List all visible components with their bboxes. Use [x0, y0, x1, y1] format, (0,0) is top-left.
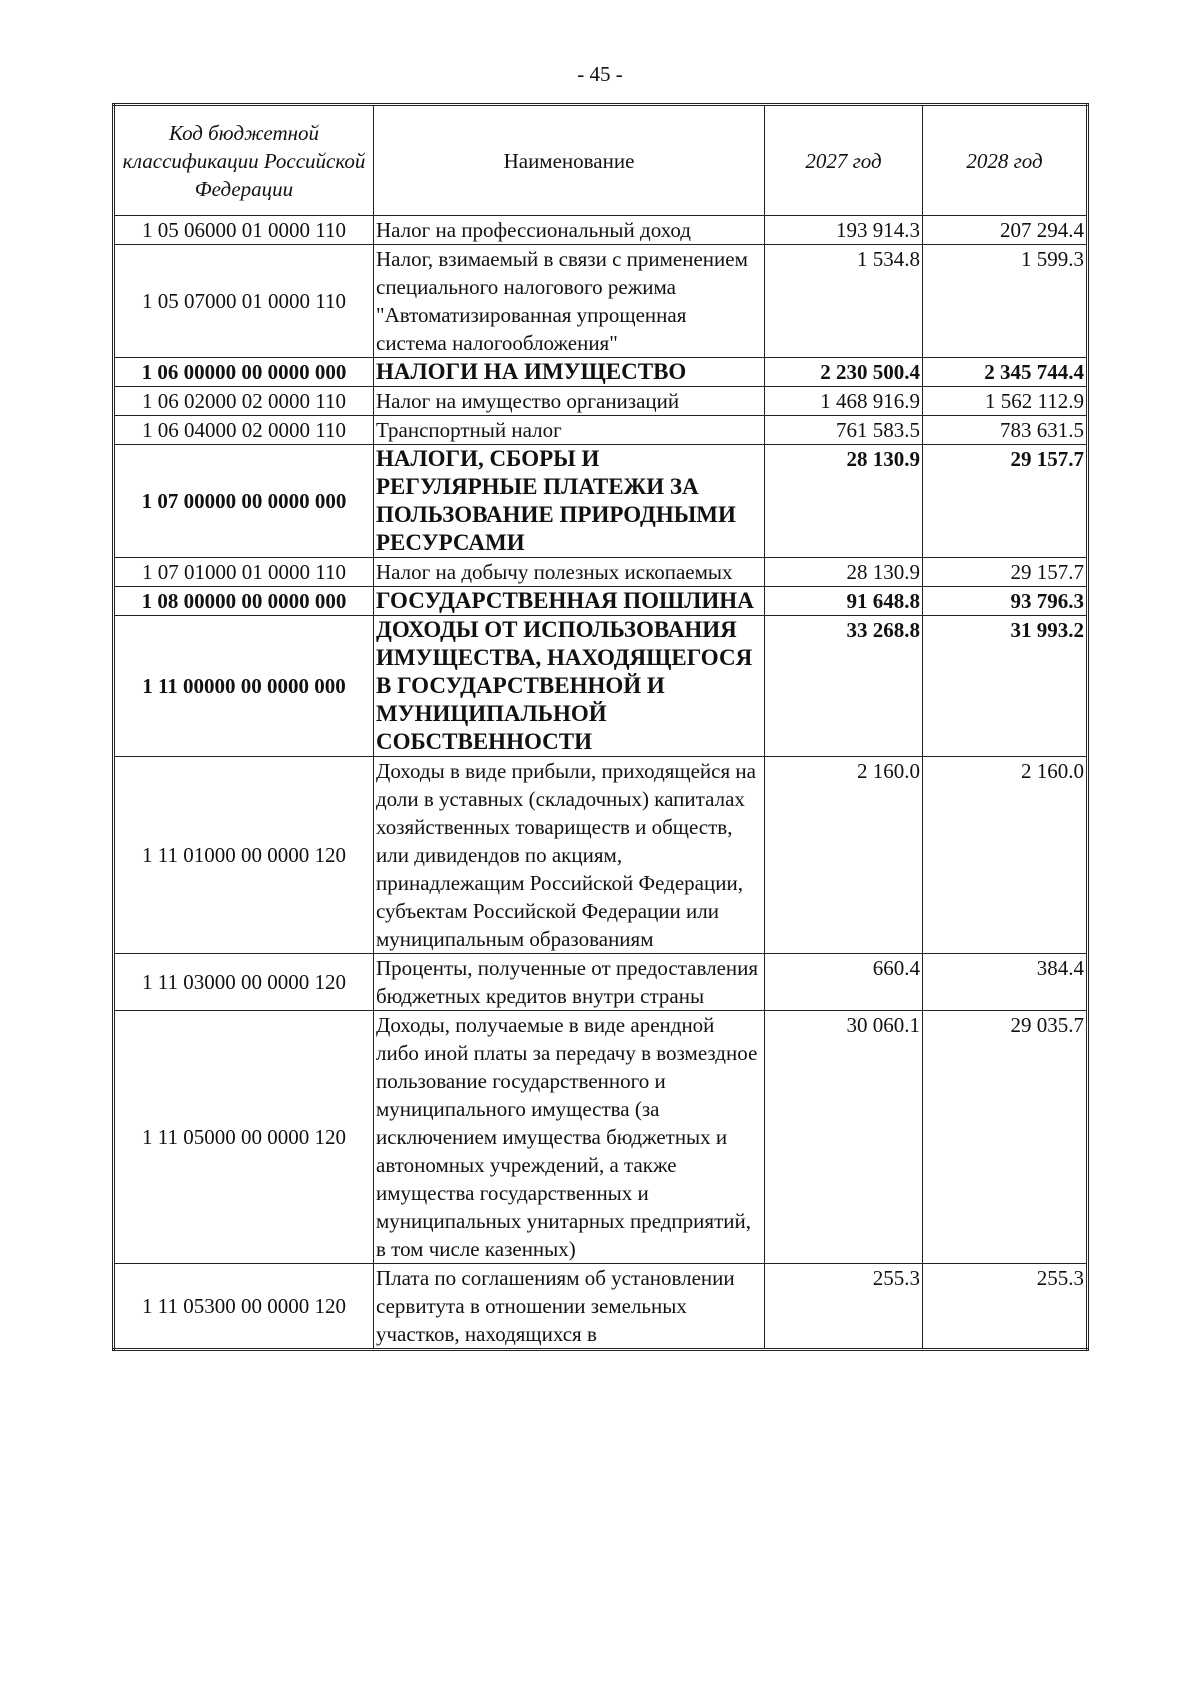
row-value-2027: 28 130.9 [765, 445, 923, 558]
row-value-2028: 1 599.3 [923, 245, 1088, 358]
header-year-2028: 2028 год [923, 105, 1088, 216]
table-row [114, 954, 1088, 1011]
row-name: Проценты, полученные от предоставления бюджетных кредитов внутри страны [374, 954, 765, 1011]
row-value-2028: 207 294.4 [923, 216, 1088, 245]
table-row [114, 1011, 1088, 1264]
budget-revenue-table [112, 103, 1089, 1351]
row-name: НАЛОГИ НА ИМУЩЕСТВО [374, 358, 765, 387]
table-row-section [114, 358, 1088, 387]
row-value-2028: 93 796.3 [923, 587, 1088, 616]
row-value-2028: 783 631.5 [923, 416, 1088, 445]
row-name: Налог на добычу полезных ископаемых [374, 558, 765, 587]
row-value-2028: 2 345 744.4 [923, 358, 1088, 387]
row-value-2027: 91 648.8 [765, 587, 923, 616]
table-row [114, 416, 1088, 445]
row-value-2028: 29 157.7 [923, 445, 1088, 558]
table-header [114, 105, 1088, 216]
row-name: Доходы, получаемые в виде арендной либо иной платы за передачу в возмездное пользование государственного и муниципального имущества (за исключением имущества бюджетных и автономных учреждений, а также имущества государственных и муниципальных унитарных предприятий, в том числе казенных) [374, 1011, 765, 1264]
row-code: 1 07 01000 01 0000 110 [114, 558, 374, 587]
row-value-2027: 33 268.8 [765, 616, 923, 757]
row-code: 1 11 05000 00 0000 120 [114, 1011, 374, 1264]
row-code: 1 11 05300 00 0000 120 [114, 1264, 374, 1350]
table-row [114, 216, 1088, 245]
header-row [114, 105, 1088, 216]
row-value-2028: 31 993.2 [923, 616, 1088, 757]
row-value-2028: 2 160.0 [923, 757, 1088, 954]
row-value-2028: 255.3 [923, 1264, 1088, 1350]
table-row [114, 558, 1088, 587]
row-code: 1 11 03000 00 0000 120 [114, 954, 374, 1011]
table-row [114, 757, 1088, 954]
row-value-2027: 193 914.3 [765, 216, 923, 245]
row-value-2028: 384.4 [923, 954, 1088, 1011]
row-name: Налог, взимаемый в связи с применением специального налогового режима "Автоматизированная упрощенная система налогообложения" [374, 245, 765, 358]
row-code: 1 07 00000 00 0000 000 [114, 445, 374, 558]
row-name: Доходы в виде прибыли, приходящейся на доли в уставных (складочных) капиталах хозяйственных товариществ и обществ, или дивидендов по акциям, принадлежащим Российской Федерации, субъектам Российской Федерации или муниципальным образованиям [374, 757, 765, 954]
row-code: 1 06 04000 02 0000 110 [114, 416, 374, 445]
table-row-section [114, 616, 1088, 757]
table-row-section [114, 587, 1088, 616]
table-row [114, 387, 1088, 416]
row-value-2028: 29 035.7 [923, 1011, 1088, 1264]
row-name: Налог на имущество организаций [374, 387, 765, 416]
row-code: 1 06 02000 02 0000 110 [114, 387, 374, 416]
row-value-2028: 1 562 112.9 [923, 387, 1088, 416]
header-code: Код бюджетной классификации Российской Федерации [114, 105, 374, 216]
table-row [114, 245, 1088, 358]
row-value-2028: 29 157.7 [923, 558, 1088, 587]
row-code: 1 11 01000 00 0000 120 [114, 757, 374, 954]
row-value-2027: 30 060.1 [765, 1011, 923, 1264]
row-name: Транспортный налог [374, 416, 765, 445]
page-number: - 45 - [577, 62, 623, 86]
row-code: 1 05 06000 01 0000 110 [114, 216, 374, 245]
row-code: 1 11 00000 00 0000 000 [114, 616, 374, 757]
table-body [114, 216, 1088, 1350]
row-value-2027: 1 468 916.9 [765, 387, 923, 416]
header-year-2027: 2027 год [765, 105, 923, 216]
row-name: ГОСУДАРСТВЕННАЯ ПОШЛИНА [374, 587, 765, 616]
row-name: Налог на профессиональный доход [374, 216, 765, 245]
row-value-2027: 28 130.9 [765, 558, 923, 587]
table-row-section [114, 445, 1088, 558]
table-row [114, 1264, 1088, 1350]
row-name: ДОХОДЫ ОТ ИСПОЛЬЗОВАНИЯ ИМУЩЕСТВА, НАХОДЯЩЕГОСЯ В ГОСУДАРСТВЕННОЙ И МУНИЦИПАЛЬНОЙ СОБСТВЕННОСТИ [374, 616, 765, 757]
row-value-2027: 2 160.0 [765, 757, 923, 954]
row-name: НАЛОГИ, СБОРЫ И РЕГУЛЯРНЫЕ ПЛАТЕЖИ ЗА ПОЛЬЗОВАНИЕ ПРИРОДНЫМИ РЕСУРСАМИ [374, 445, 765, 558]
row-code: 1 08 00000 00 0000 000 [114, 587, 374, 616]
row-code: 1 06 00000 00 0000 000 [114, 358, 374, 387]
row-name: Плата по соглашениям об установлении сервитута в отношении земельных участков, находящихся в [374, 1264, 765, 1350]
row-value-2027: 660.4 [765, 954, 923, 1011]
row-value-2027: 255.3 [765, 1264, 923, 1350]
row-value-2027: 761 583.5 [765, 416, 923, 445]
header-name: Наименование [374, 105, 765, 216]
row-code: 1 05 07000 01 0000 110 [114, 245, 374, 358]
row-value-2027: 2 230 500.4 [765, 358, 923, 387]
row-value-2027: 1 534.8 [765, 245, 923, 358]
